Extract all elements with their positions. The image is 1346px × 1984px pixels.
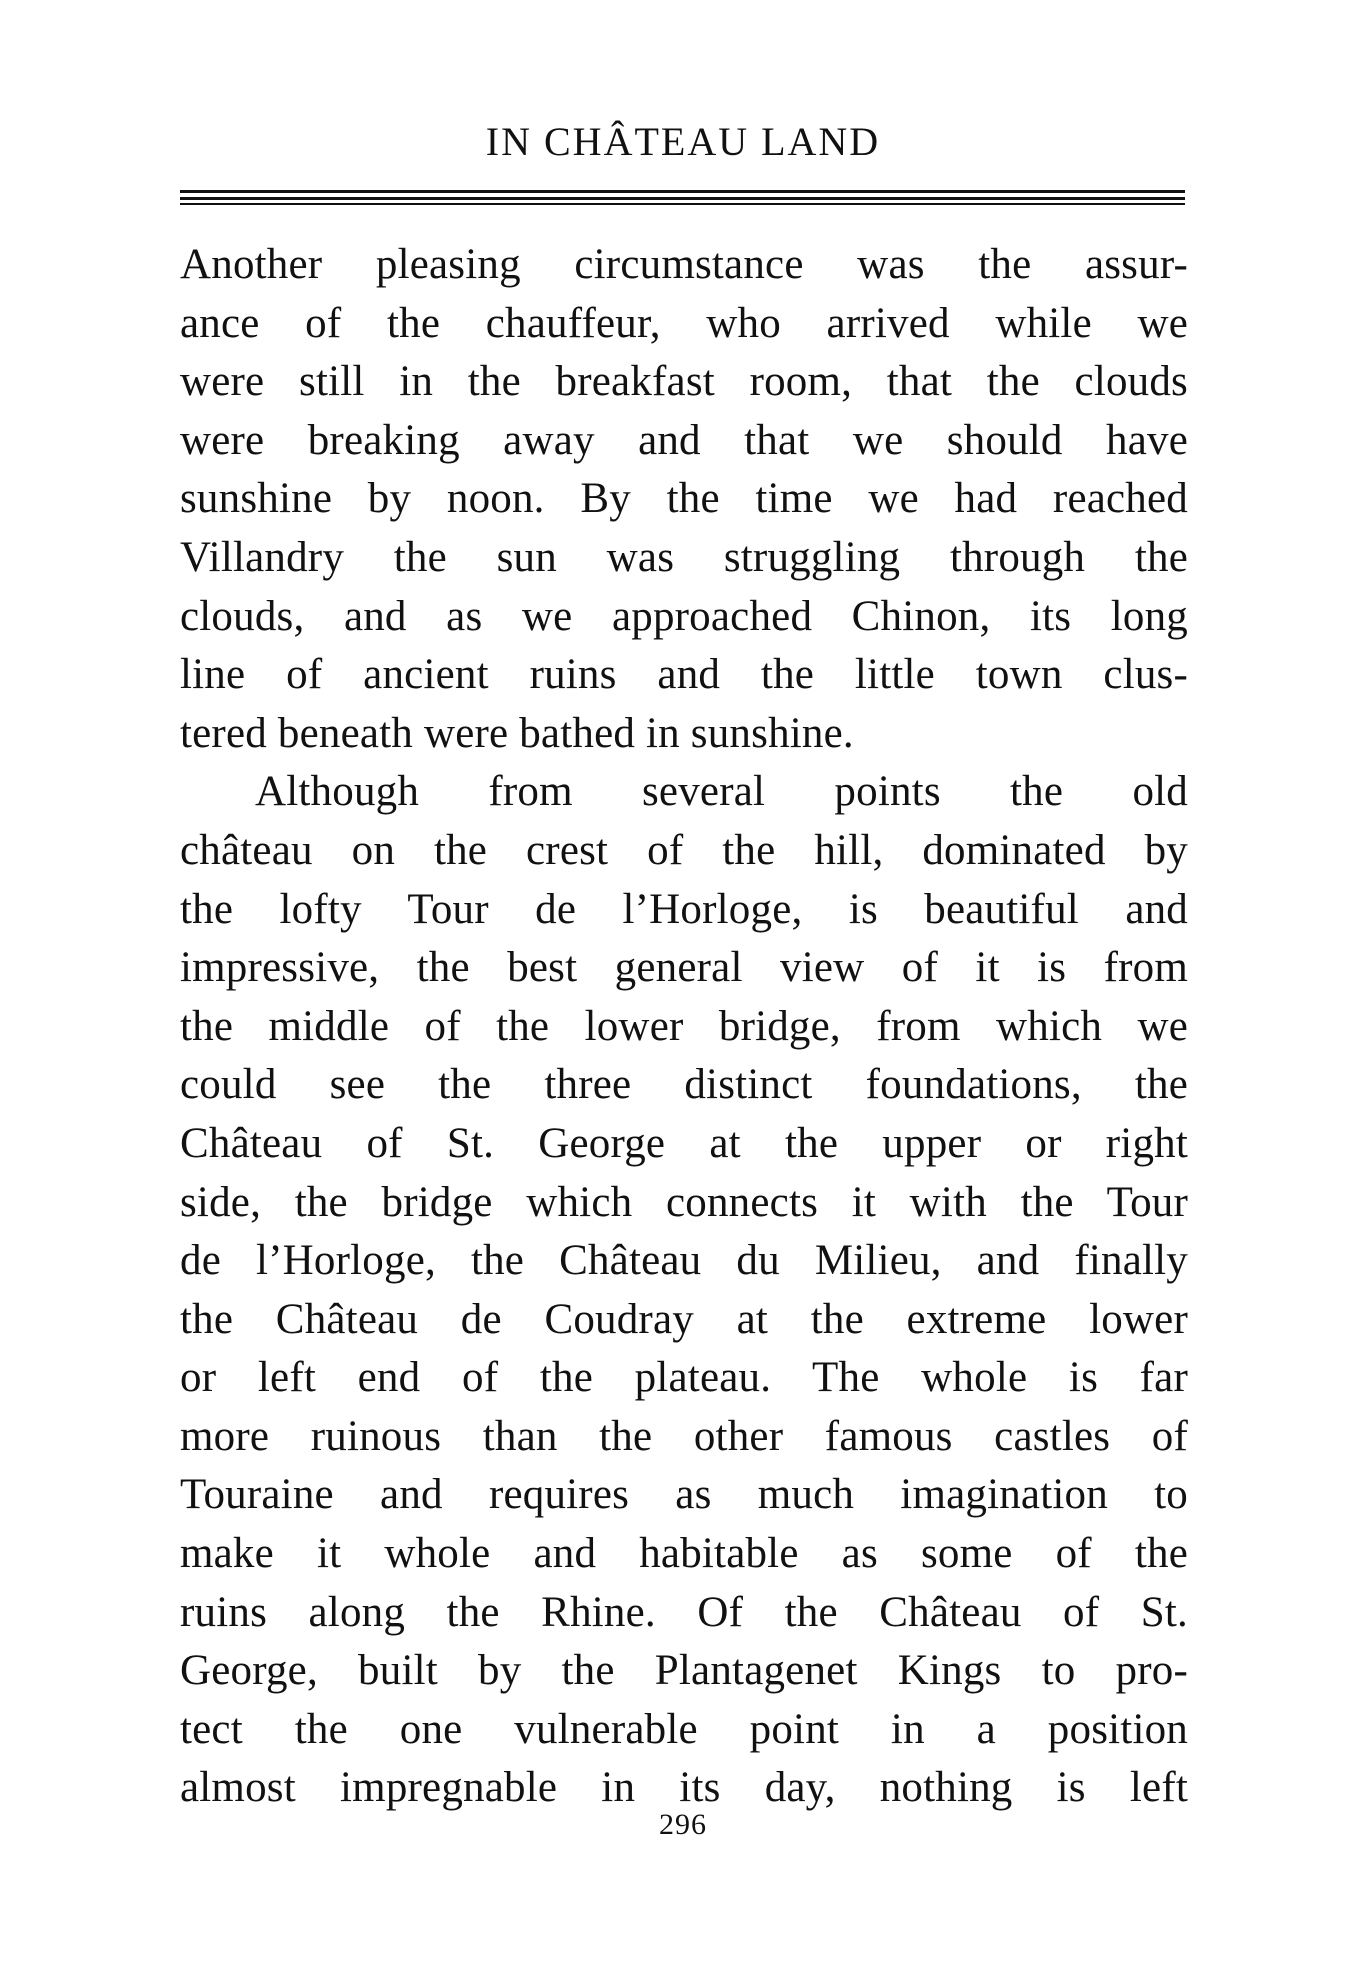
text-line-paragraph-start: Although from several points the old [255, 768, 1188, 816]
text-line: Another pleasing circumstance was the assur- [180, 241, 1188, 288]
text-line: were breaking away and that we should have [180, 416, 1188, 464]
text-line: Touraine and requires as much imagination to [180, 1471, 1188, 1519]
text-line-paragraph-end: tered beneath were bathed in sunshine. [180, 709, 854, 757]
text-line: could see the three distinct foundations, the [180, 1061, 1188, 1109]
text-line: château on the crest of the hill, dominated by [180, 826, 1188, 874]
text-line: more ruinous than the other famous castles of [180, 1412, 1188, 1460]
text-line: ance of the chauffeur, who arrived while we [180, 299, 1188, 347]
text-line: ruins along the Rhine. Of the Château of St. [180, 1588, 1188, 1636]
text-line: Villandry the sun was struggling through the [180, 533, 1188, 581]
text-line: George, built by the Plantagenet Kings to pro- [180, 1647, 1188, 1695]
page-number: 296 [659, 1808, 707, 1841]
text-line: make it whole and habitable as some of the [180, 1530, 1188, 1578]
header-rule-line-top [180, 190, 1185, 193]
header-rule-line-middle [180, 197, 1185, 200]
text-line: were still in the breakfast room, that the clouds [180, 358, 1188, 406]
text-line: clouds, and as we approached Chinon, its long [180, 592, 1188, 640]
running-head: IN CHÂTEAU LAND [485, 119, 881, 164]
text-line: the lofty Tour de l’Horloge, is beautiful and [180, 885, 1188, 933]
header-rule [180, 190, 1185, 208]
header-rule-line-bottom [180, 203, 1185, 205]
text-line: the Château de Coudray at the extreme lower [180, 1295, 1188, 1343]
text-line: almost impregnable in its day, nothing is left [180, 1764, 1188, 1812]
body-text [180, 236, 1188, 1818]
text-line: impressive, the best general view of it is from [180, 944, 1188, 992]
text-line: tect the one vulnerable point in a position [180, 1705, 1188, 1753]
text-line: side, the bridge which connects it with the Tour [180, 1178, 1188, 1226]
text-line: de l’Horloge, the Château du Milieu, and finally [180, 1237, 1188, 1285]
text-line: sunshine by noon. By the time we had reached [180, 475, 1188, 523]
text-line: Château of St. George at the upper or right [180, 1119, 1188, 1167]
text-line: the middle of the lower bridge, from which we [180, 1002, 1188, 1050]
text-line: line of ancient ruins and the little town clus- [180, 651, 1188, 699]
text-line: or left end of the plateau. The whole is far [180, 1354, 1188, 1402]
